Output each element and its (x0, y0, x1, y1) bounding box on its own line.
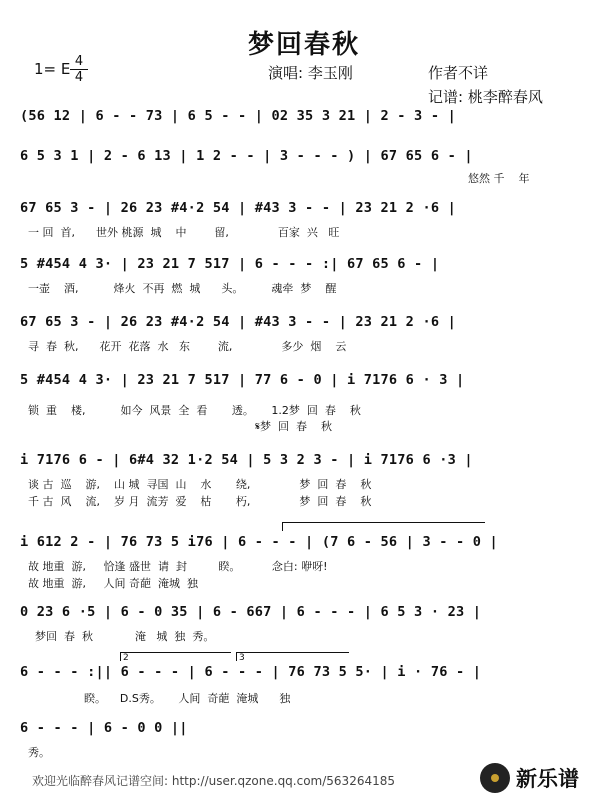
lyric-line-10: 睽。 D.S秀。 人间 奇葩 淹城 独 (28, 692, 291, 705)
score-line-6: 5 #454 4 3· | 23 21 7 517 | 77 6 - 0 | i 7176 6 · 3 | (20, 372, 465, 388)
lyric-line-5: 寻 春 秋, 花开 花落 水 东 流, 多少 烟 云 (28, 340, 347, 353)
volta-label-3: 3 (239, 653, 245, 663)
volta-label-2: 2 (123, 653, 129, 663)
time-signature-bottom: 4 (74, 70, 84, 85)
volta-bracket-1 (282, 522, 485, 531)
lyric-line-8b: 故 地重 游, 人间 奇葩 淹城 独 (28, 577, 198, 590)
score-line-9: 0 23 6 ·5 | 6 - 0 35 | 6 - 667 | 6 - - - | 6 5 3 · 23 | (20, 604, 482, 620)
lyric-line-8a: 故 地重 游, 恰逢 盛世 请 封 睽。 念白: 咿呀! (28, 560, 328, 573)
lyric-line-4: 一壶 酒, 烽火 不再 燃 城 头。 魂牵 梦 醒 (28, 282, 337, 295)
lyric-line-7b: 千 古 风 流, 岁 月 流芳 爱 枯 朽, 梦 回 春 秋 (28, 495, 372, 508)
lyric-line-6a: 锁 重 楼, 如今 风景 全 看 透。 1.2梦 回 春 秋 (28, 404, 361, 417)
lyric-line-9: 梦回 春 秋 淹 城 独 秀。 (28, 630, 215, 643)
score-line-5: 67 65 3 - | 26 23 #4·2 54 | #43 3 - - | 23 21 2 ·6 | (20, 314, 456, 330)
score-line-8: i 612 2 - | 76 73 5 i76 | 6 - - - | (7 6 - 56 | 3 - - 0 | (20, 534, 498, 550)
score-line-3: 67 65 3 - | 26 23 #4·2 54 | #43 3 - - | 23 21 2 ·6 | (20, 200, 456, 216)
score-line-2: 6 5 3 1 | 2 - 6 13 | 1 2 - - | 3 - - - ) | 67 65 6 - | (20, 148, 473, 164)
lyric-line-11: 秀。 (28, 746, 50, 759)
time-signature (68, 55, 90, 84)
score-line-4: 5 #454 4 3· | 23 21 7 517 | 6 - - - :| 67 65 6 - | (20, 256, 440, 272)
volta-bracket-2 (120, 652, 231, 661)
logo-text: 新乐谱 (516, 767, 579, 791)
lyric-line-6b: 𝄋梦 回 春 秋 (28, 420, 332, 433)
transcriber-credit: 记谱: 桃李醉春风 (428, 88, 543, 106)
score-line-11: 6 - - - | 6 - 0 0 || (20, 720, 188, 736)
footer-link-text: 欢迎光临醉春风记谱空间: http://user.qzone.qq.com/563264185 (32, 774, 396, 788)
lyric-line-3: 一 回 首, 世外 桃源 城 中 留, 百家 兴 旺 (28, 226, 340, 239)
site-logo (480, 760, 604, 796)
lyric-line-2: 悠然 千 年 (468, 172, 530, 185)
song-title: 梦回春秋 (247, 30, 360, 60)
score-line-7: i 7176 6 - | 6#4 32 1·2 54 | 5 3 2 3 - | i 7176 6 ·3 | (20, 452, 473, 468)
record-disc-icon (480, 763, 510, 793)
score-line-1: (56 12 | 6 - - 73 | 6 5 - - | 02 35 3 21 | 2 - 3 - | (20, 108, 456, 124)
volta-bracket-3 (236, 652, 349, 661)
singer-credit: 演唱: 李玉刚 (268, 64, 353, 82)
composer-credit: 作者不详 (428, 64, 489, 82)
time-signature-top: 4 (74, 54, 84, 69)
key-signature: 1= E (34, 60, 71, 78)
lyric-line-7a: 谈 古 巡 游, 山 城 寻国 山 水 绕, 梦 回 春 秋 (28, 478, 372, 491)
score-line-10: 6 - - - :|| 6 - - - | 6 - - - | 76 73 5 5· | i · 76 - | (20, 664, 482, 680)
